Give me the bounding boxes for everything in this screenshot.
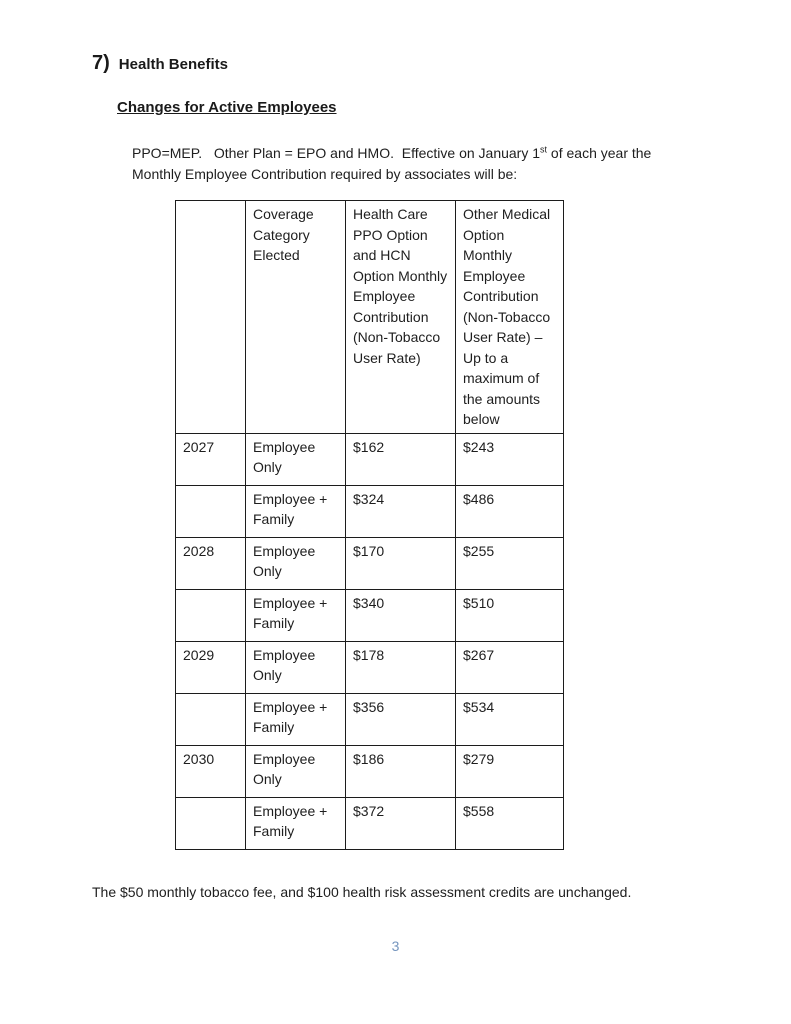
cell-year <box>176 797 246 849</box>
table-header-row <box>176 201 564 434</box>
table-row <box>176 589 564 641</box>
cell-category: Employee Only <box>246 641 346 693</box>
header-year <box>176 201 246 434</box>
table-row <box>176 433 564 485</box>
section-number: 7) <box>92 52 110 74</box>
cell-year: 2029 <box>176 641 246 693</box>
page-number: 3 <box>391 938 400 954</box>
cell-category: Employee + Family <box>246 693 346 745</box>
contribution-table <box>175 200 564 850</box>
intro-text-part1: PPO=MEP. Other Plan = EPO and HMO. Effective on January 1 <box>132 145 541 161</box>
header-ppo-contribution: Health Care PPO Option and HCN Option Monthly Employee Contribution (Non-Tobacco User Rate) <box>346 201 456 434</box>
ordinal-superscript: st <box>540 144 548 155</box>
header-coverage-category: Coverage Category Elected <box>246 201 346 434</box>
cell-ppo-amount: $372 <box>346 797 456 849</box>
cell-category: Employee Only <box>246 745 346 797</box>
cell-other-amount: $255 <box>456 537 564 589</box>
cell-other-amount: $279 <box>456 745 564 797</box>
cell-year: 2027 <box>176 433 246 485</box>
cell-category: Employee + Family <box>246 589 346 641</box>
cell-category: Employee Only <box>246 537 346 589</box>
section-heading <box>92 52 228 75</box>
cell-other-amount: $243 <box>456 433 564 485</box>
cell-ppo-amount: $162 <box>346 433 456 485</box>
cell-year <box>176 693 246 745</box>
cell-other-amount: $267 <box>456 641 564 693</box>
cell-year <box>176 485 246 537</box>
table-row <box>176 797 564 849</box>
section-title: Health Benefits <box>118 56 228 73</box>
intro-paragraph <box>132 143 660 184</box>
cell-year: 2028 <box>176 537 246 589</box>
cell-other-amount: $558 <box>456 797 564 849</box>
table-row <box>176 537 564 589</box>
table-row <box>176 745 564 797</box>
table-row <box>176 693 564 745</box>
cell-category: Employee + Family <box>246 485 346 537</box>
cell-year: 2030 <box>176 745 246 797</box>
cell-other-amount: $486 <box>456 485 564 537</box>
cell-ppo-amount: $170 <box>346 537 456 589</box>
cell-other-amount: $534 <box>456 693 564 745</box>
cell-ppo-amount: $356 <box>346 693 456 745</box>
intro-text-part2: of each year the Monthly Employee Contribution required by associates will be: <box>132 145 656 182</box>
cell-category: Employee + Family <box>246 797 346 849</box>
header-other-medical-contribution: Other Medical Option Monthly Employee Contribution (Non-Tobacco User Rate) – Up to a maximum of the amounts below <box>456 201 564 434</box>
table-row <box>176 485 564 537</box>
table-row <box>176 641 564 693</box>
cell-year <box>176 589 246 641</box>
cell-ppo-amount: $186 <box>346 745 456 797</box>
cell-ppo-amount: $324 <box>346 485 456 537</box>
cell-category: Employee Only <box>246 433 346 485</box>
subsection-heading: Changes for Active Employees <box>117 99 337 116</box>
cell-other-amount: $510 <box>456 589 564 641</box>
footer-note: The $50 monthly tobacco fee, and $100 health risk assessment credits are unchanged. <box>92 884 632 900</box>
cell-ppo-amount: $178 <box>346 641 456 693</box>
cell-ppo-amount: $340 <box>346 589 456 641</box>
